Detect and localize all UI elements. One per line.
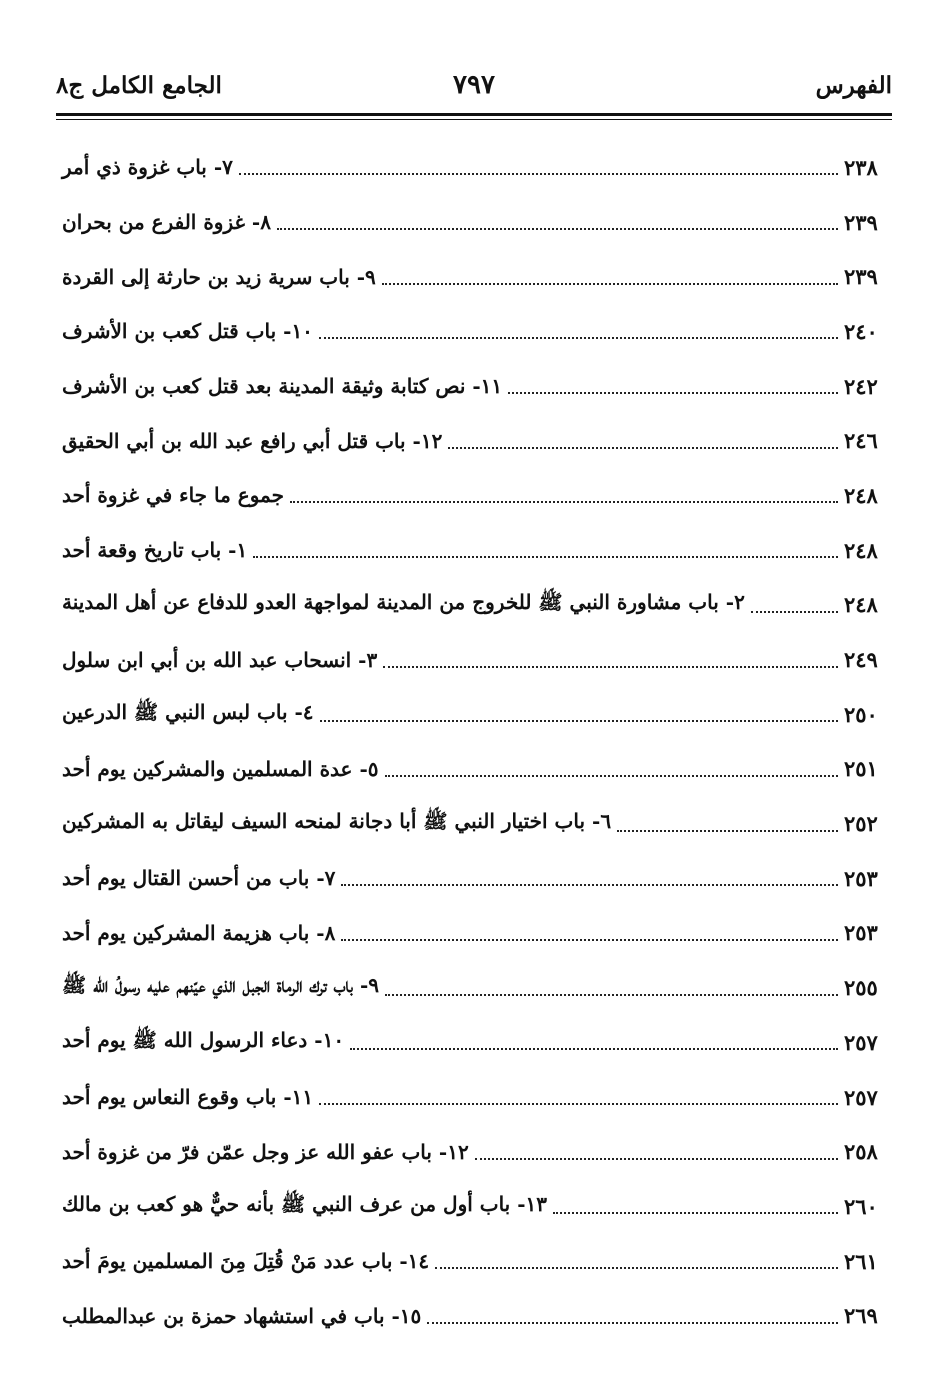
leader-dots bbox=[617, 830, 838, 832]
leader-dots bbox=[319, 337, 838, 339]
toc-entry-page: ٢٤٩ bbox=[844, 647, 878, 673]
toc-entry-page: ٢٦١ bbox=[844, 1248, 878, 1274]
toc-entry-page: ٢٣٩ bbox=[844, 264, 878, 290]
leader-dots bbox=[253, 556, 838, 558]
toc-entry bbox=[56, 523, 892, 578]
page-number: ٧٩٧ bbox=[453, 70, 495, 100]
toc-entry-title: ٣- انسحاب عبد الله بن أبي ابن سلول bbox=[62, 647, 378, 672]
toc-entry-title: ١١- نص كتابة وثيقة المدينة بعد قتل كعب بن الأشرف bbox=[62, 374, 503, 399]
toc-entry bbox=[56, 1179, 892, 1234]
toc-entry-title: ١٠- دعاء الرسول الله ﷺ يوم أحد bbox=[62, 1027, 345, 1052]
toc-entry-page: ٢٥١ bbox=[844, 756, 878, 782]
leader-dots bbox=[435, 1267, 838, 1269]
toc-entry-page: ٢٤٨ bbox=[844, 482, 878, 508]
leader-dots bbox=[427, 1322, 838, 1324]
toc-entry-page: ٢٥٨ bbox=[844, 1139, 878, 1165]
toc-entry-title: ١١- باب وقوع النعاس يوم أحد bbox=[62, 1085, 314, 1110]
leader-dots bbox=[350, 1048, 838, 1050]
toc-entry-page: ٢٥٢ bbox=[844, 811, 878, 837]
toc-entry-page: ٢٦٩ bbox=[844, 1303, 878, 1329]
toc-entry bbox=[56, 304, 892, 359]
toc-entry-title: ١٢- باب عفو الله عز وجل عمّن فرّ من غزوة أحد bbox=[62, 1139, 469, 1164]
toc-entry-page: ٢٥٧ bbox=[844, 1084, 878, 1110]
toc-entry-page: ٢٥٧ bbox=[844, 1029, 878, 1055]
toc-entry-title: ١٣- باب أول من عرف النبي ﷺ بأنه حيٌّ هو كعب بن مالك bbox=[62, 1191, 547, 1216]
toc-entry bbox=[56, 140, 892, 195]
toc-entry-page: ٢٥٥ bbox=[844, 975, 878, 1001]
toc-entry bbox=[56, 359, 892, 414]
toc-entry-title: ٨- باب هزيمة المشركين يوم أحد bbox=[62, 920, 336, 945]
section-title: الفهرس bbox=[815, 72, 892, 99]
toc-entry-page: ٢٣٩ bbox=[844, 209, 878, 235]
leader-dots bbox=[320, 720, 838, 722]
leader-dots bbox=[383, 666, 838, 668]
toc-entry-title: ١٤- باب عدد مَنْ قُتِلَ مِنَ المسلمين يومَ أحد bbox=[62, 1249, 430, 1274]
toc-entry-page: ٢٣٨ bbox=[844, 154, 878, 180]
leader-dots bbox=[341, 884, 838, 886]
toc-entry bbox=[56, 742, 892, 797]
toc-entry-title: ٤- باب لبس النبي ﷺ الدرعين bbox=[62, 699, 314, 724]
toc-entry-title: ٧- باب من أحسن القتال يوم أحد bbox=[62, 866, 336, 891]
book-title: الجامع الكامل ج٨ bbox=[56, 72, 222, 99]
toc-entry-page: ٢٦٠ bbox=[844, 1193, 878, 1219]
leader-dots bbox=[508, 392, 838, 394]
leader-dots bbox=[385, 994, 838, 996]
header-rule-thick bbox=[56, 113, 892, 116]
toc-entry-page: ٢٤٠ bbox=[844, 318, 878, 344]
toc-entry-title: ٢- باب مشاورة النبي ﷺ للخروج من المدينة لمواجهة العدو للدفاع عن أهل المدينة bbox=[62, 590, 745, 615]
toc-entry-title: ١٠- باب قتل كعب بن الأشرف bbox=[62, 319, 313, 344]
toc-entry bbox=[56, 578, 892, 633]
toc-entry-title: ١٥- باب في استشهاد حمزة بن عبدالمطلب bbox=[62, 1303, 422, 1328]
toc-entry bbox=[56, 1124, 892, 1179]
toc-entry bbox=[56, 687, 892, 742]
toc-entry-page: ٢٥٣ bbox=[844, 920, 878, 946]
toc-entry bbox=[56, 906, 892, 961]
toc-entry-title: ١- باب تاريخ وقعة أحد bbox=[62, 538, 248, 563]
toc-entry-title: ٩- باب سرية زيد بن حارثة إلى القردة bbox=[62, 264, 376, 289]
toc-entry bbox=[56, 632, 892, 687]
toc-entry bbox=[56, 413, 892, 468]
toc-entry bbox=[56, 960, 892, 1015]
leader-dots bbox=[341, 939, 838, 941]
leader-dots bbox=[448, 447, 838, 449]
toc-entry-page: ٢٤٨ bbox=[844, 592, 878, 618]
leader-dots bbox=[319, 1103, 838, 1105]
toc-entry-title: ١٢- باب قتل أبي رافع عبد الله بن أبي الحقيق bbox=[62, 428, 443, 453]
leader-dots bbox=[290, 501, 838, 503]
toc-entry bbox=[56, 1015, 892, 1070]
toc-entry bbox=[56, 851, 892, 906]
leader-dots bbox=[385, 775, 838, 777]
leader-dots bbox=[553, 1212, 838, 1214]
toc-entry-title: ٨- غزوة الفرع من بحران bbox=[62, 210, 271, 235]
toc-entry-page: ٢٥٠ bbox=[844, 701, 878, 727]
toc-entry-title: جموع ما جاء في غزوة أحد bbox=[62, 483, 284, 508]
toc-entry bbox=[56, 1288, 892, 1343]
toc-entry bbox=[56, 1070, 892, 1125]
leader-dots bbox=[239, 173, 838, 175]
leader-dots bbox=[382, 283, 838, 285]
toc-entry-page: ٢٤٨ bbox=[844, 537, 878, 563]
toc-entry-page: ٢٤٦ bbox=[844, 428, 878, 454]
toc-entry bbox=[56, 1234, 892, 1289]
toc-entry bbox=[56, 796, 892, 851]
leader-dots bbox=[475, 1158, 838, 1160]
toc-list bbox=[56, 140, 892, 1343]
toc-entry-title: ٥- عدة المسلمين والمشركين يوم أحد bbox=[62, 756, 379, 781]
toc-entry bbox=[56, 195, 892, 250]
leader-dots bbox=[277, 228, 838, 230]
toc-entry bbox=[56, 468, 892, 523]
toc-entry-page: ٢٥٣ bbox=[844, 865, 878, 891]
leader-dots bbox=[751, 611, 838, 613]
toc-entry-title: ٩- باب ترك الرماة الجبل الذي عيّنهم عليه رسولُ الله ﷺ bbox=[62, 973, 380, 998]
page-header bbox=[56, 68, 892, 108]
toc-entry-page: ٢٤٢ bbox=[844, 373, 878, 399]
header-rule-thin bbox=[56, 119, 892, 120]
toc-entry-title: ٦- باب اختيار النبي ﷺ أبا دجانة لمنحه السيف ليقاتل به المشركين bbox=[62, 809, 612, 834]
toc-entry bbox=[56, 249, 892, 304]
toc-entry-title: ٧- باب غزوة ذي أمر bbox=[62, 155, 233, 180]
